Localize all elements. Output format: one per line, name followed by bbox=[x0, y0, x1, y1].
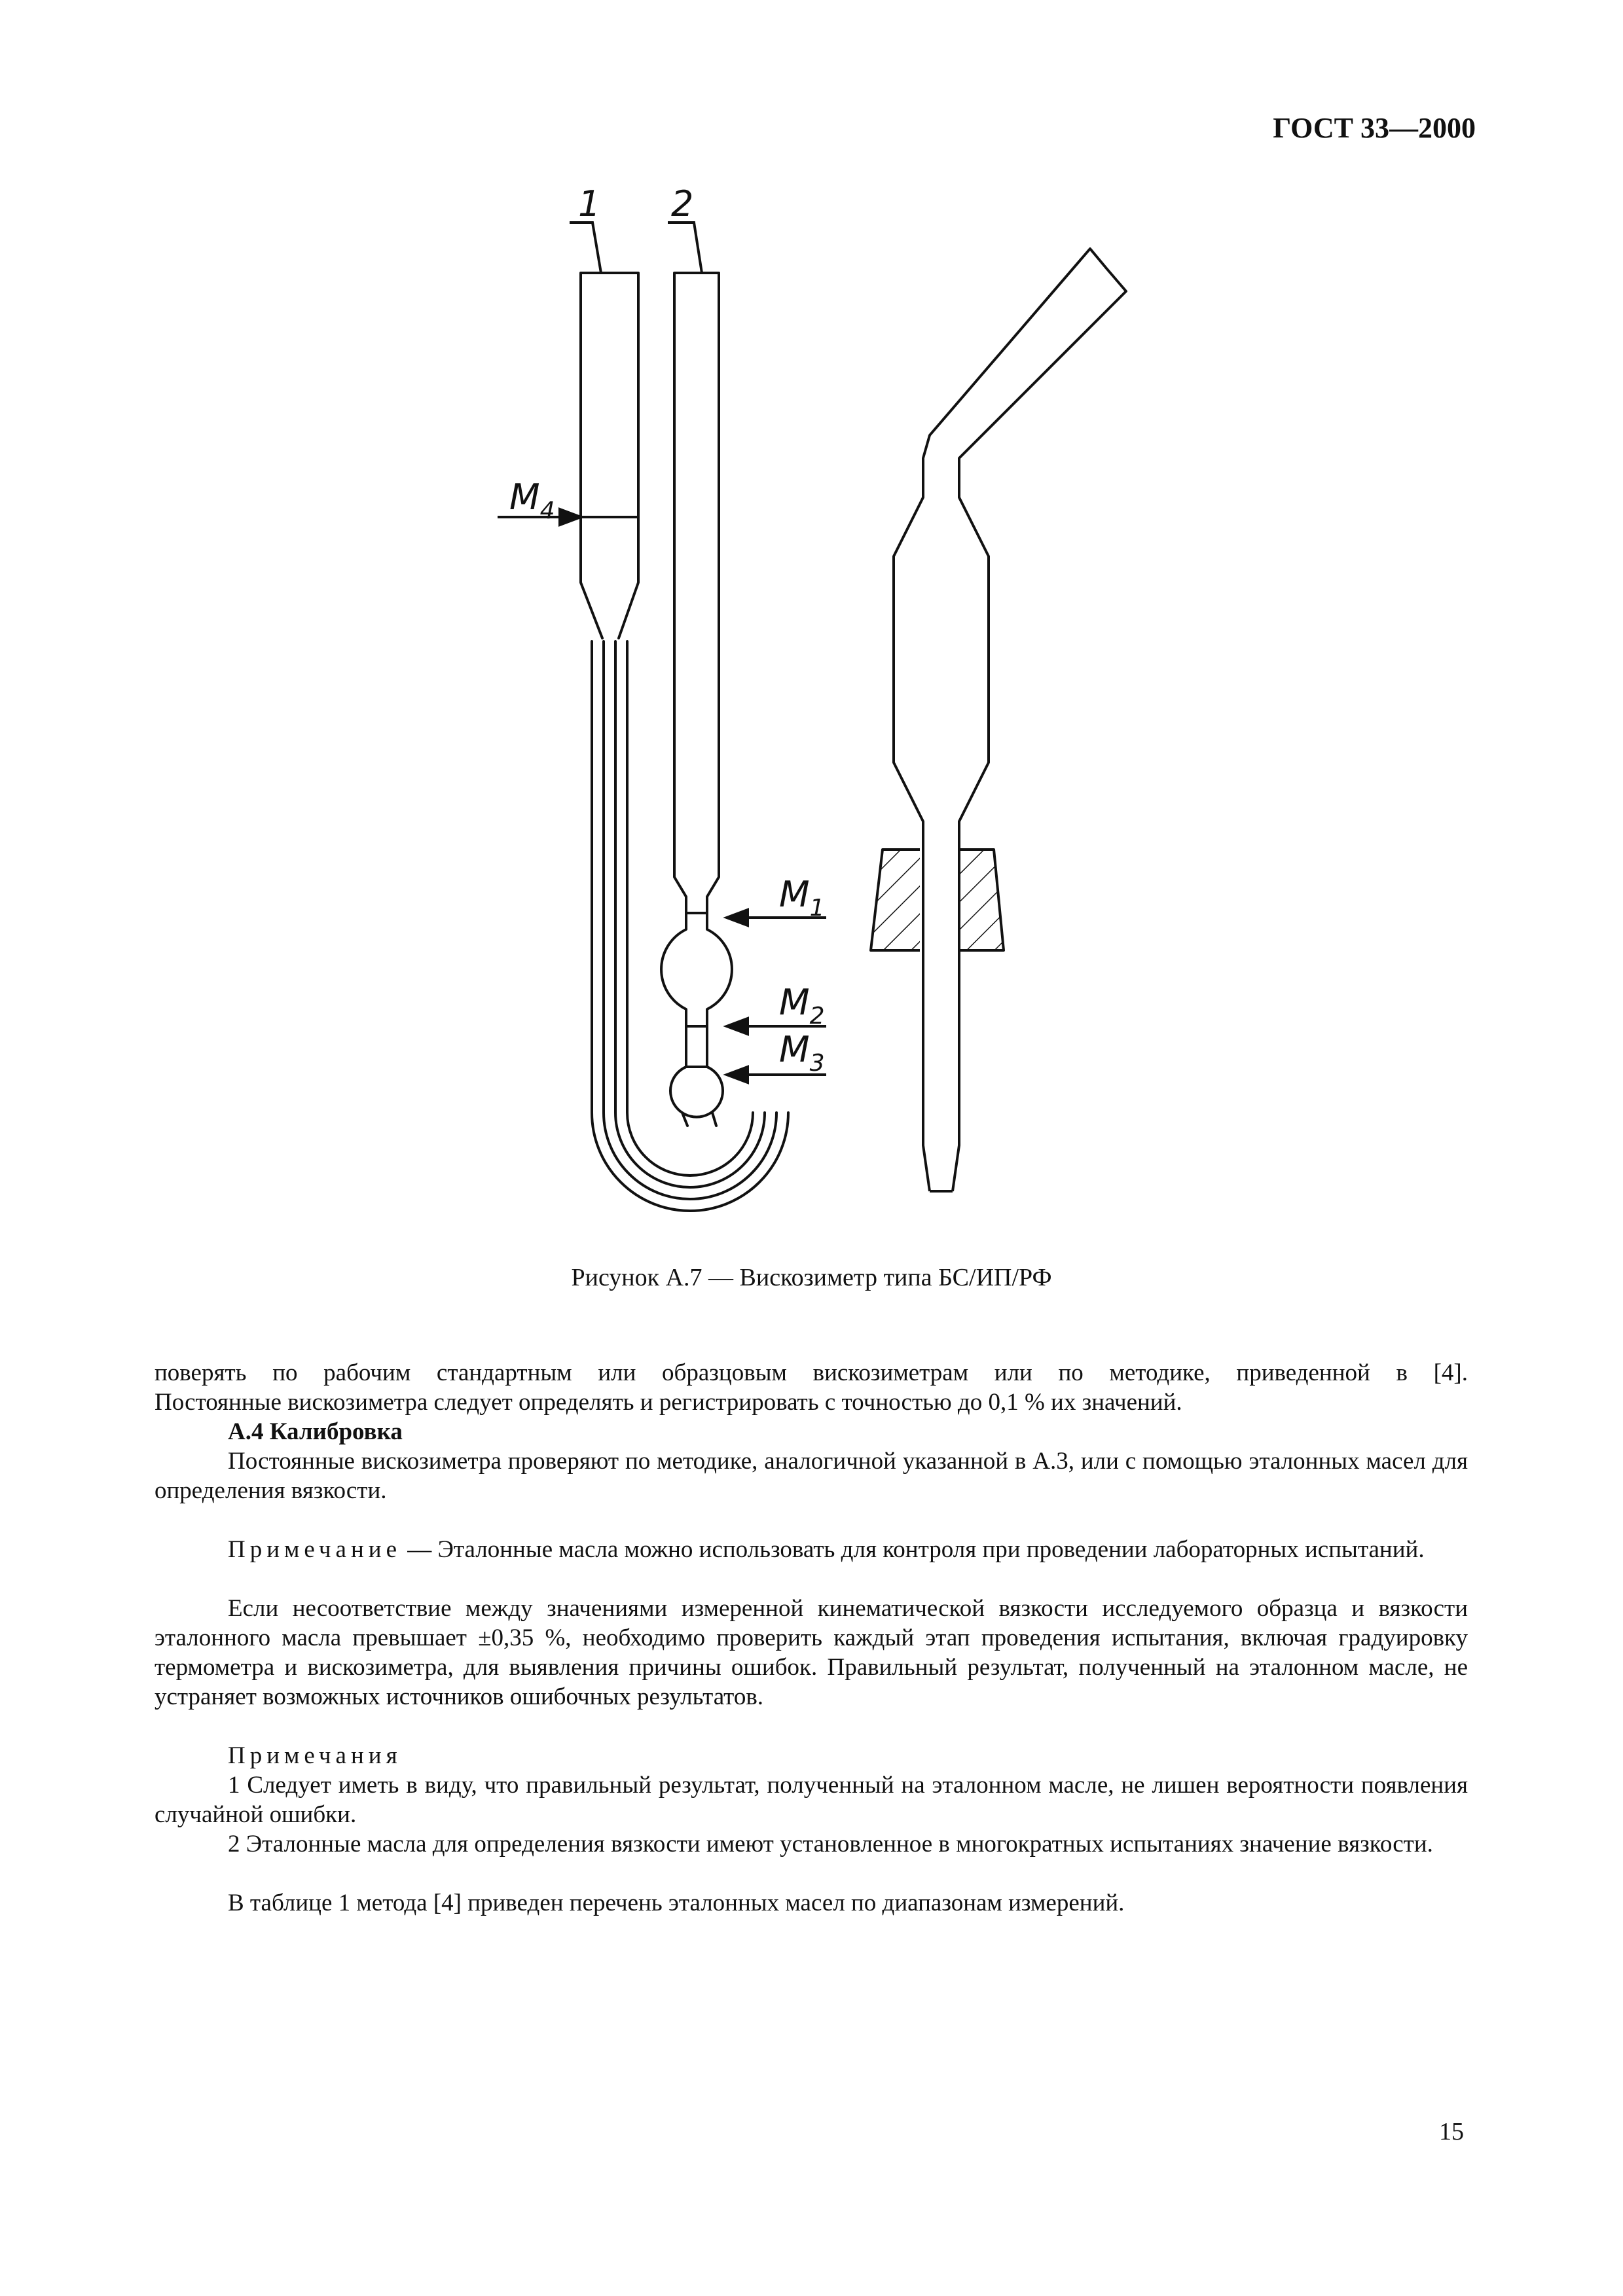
tube2 bbox=[674, 273, 719, 913]
note-2: 2 Эталонные масла для определения вязкости имеют установленное в многократных испытаниях значение вязкости. bbox=[228, 1831, 1433, 1857]
note-label: Примечание bbox=[228, 1536, 401, 1563]
note bbox=[155, 1535, 1468, 1564]
paragraph-3: Постоянные вискозиметра проверяют по методике, аналогичной указанной в А.3, или с помощью эталонных масел для определения вязкости. bbox=[155, 1448, 1468, 1504]
document-id-header: ГОСТ 33—2000 bbox=[1273, 112, 1476, 144]
label-tube2: 2 bbox=[671, 183, 694, 224]
tube1-reservoir bbox=[581, 273, 638, 638]
lower-bulb bbox=[670, 1067, 723, 1126]
section-title: А.4 Калибровка bbox=[228, 1418, 403, 1445]
paragraph-2: Постоянные вискозиметра следует определять и регистрировать с точностью до 0,1 % их значений. bbox=[155, 1389, 1182, 1416]
body-text bbox=[155, 1358, 1468, 1918]
figure-caption: Рисунок А.7 — Вискозиметр типа БС/ИП/РФ bbox=[571, 1264, 1052, 1291]
note-text: — Эталонные масла можно использовать для контроля при проведении лабораторных испытаний. bbox=[401, 1536, 1425, 1563]
upper-bulb bbox=[661, 913, 732, 1026]
label-m1: $M_1$ bbox=[779, 874, 825, 922]
paragraph-4: Если несоответствие между значениями измеренной кинематической вязкости исследуемого образца и вязкости эталонного масла превышает ±0,35 %, необходимо проверить каждый этап проведения испытания, включая градуировку термометра и вискозиметра, для выявления причины ошибок. Правильный результат, полученный на эталонном масле, не устраняет возможных источников ошибочных результатов. bbox=[155, 1595, 1468, 1710]
side-view bbox=[871, 249, 1126, 1191]
note-1: 1 Следует иметь в виду, что правильный результат, полученный на эталонном масле, не лишен вероятности появления случайной ошибки. bbox=[155, 1772, 1468, 1828]
label-m3: $M_3$ bbox=[779, 1029, 825, 1077]
label-m2: $M_2$ bbox=[779, 982, 825, 1030]
notes-label: Примечания bbox=[228, 1742, 402, 1769]
page-number: 15 bbox=[1439, 2118, 1464, 2145]
label-tube1: 1 bbox=[578, 183, 601, 224]
capillary-outer bbox=[592, 641, 788, 1211]
paragraph-5: В таблице 1 метода [4] приведен перечень эталонных масел по диапазонам измерений. bbox=[228, 1890, 1125, 1916]
label-m4: $M_4$ bbox=[509, 476, 555, 524]
paragraph-1: поверять по рабочим стандартным или образцовым вискозиметрам или по методике, приведенной в [4]. bbox=[155, 1359, 1468, 1386]
